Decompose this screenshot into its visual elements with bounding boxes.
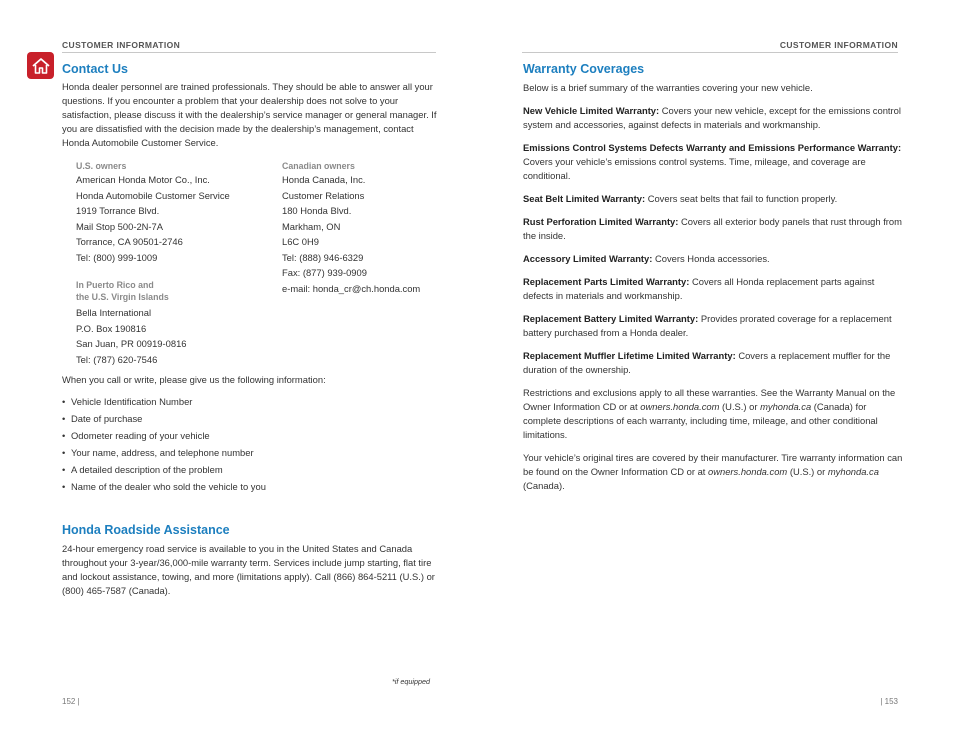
warranty-label: Replacement Muffler Lifetime Limited Warranty: (523, 350, 736, 361)
address-line: 180 Honda Blvd. (282, 205, 352, 216)
right-page (480, 0, 960, 750)
home-icon (31, 57, 51, 75)
warranty-label: New Vehicle Limited Warranty: (523, 105, 660, 116)
phone-number[interactable]: Tel: (787) 620-7546 (76, 353, 158, 365)
paragraph-text: (U.S.) or (719, 401, 761, 412)
section-title: Honda Roadside Assistance (62, 523, 230, 537)
address-line: Honda Canada, Inc. (282, 174, 366, 185)
address-block (62, 160, 442, 370)
paragraph-text: (U.S.) or (787, 466, 828, 477)
warranty-item (523, 349, 903, 377)
warranty-label: Seat Belt Limited Warranty: (523, 193, 646, 204)
header-label: CUSTOMER INFORMATION (62, 40, 181, 50)
warranty-text: Covers all exterior body panels that rust through from the inside. (523, 216, 902, 241)
warranty-text: Covers your new vehicle, except for the emissions control system and accessories, against defects in materials and workmanship. (523, 105, 901, 130)
warranty-item (523, 312, 903, 340)
header-label: CUSTOMER INFORMATION (779, 40, 898, 50)
warranty-item (523, 141, 903, 183)
list-item: • Name of the dealer who sold the vehicle to you (62, 478, 442, 495)
address-line: P.O. Box 190816 (76, 322, 147, 334)
warranty-intro: Below is a brief summary of the warranties covering your new vehicle. (523, 82, 813, 93)
warranty-item (523, 192, 903, 206)
header-divider (62, 52, 436, 53)
address-line: Markham, ON (282, 220, 341, 232)
myhonda-link[interactable]: myhonda.ca (827, 466, 879, 477)
fax-number: Fax: (877) 939-0909 (282, 267, 367, 278)
paragraph-text: Restrictions and exclusions apply to all these warranties. See the Warranty Manual on the Owner Information CD or at (523, 387, 896, 412)
address-line: San Juan, PR 00919-0816 (76, 338, 187, 349)
page-number: 152 | (62, 697, 80, 706)
section-title: Contact Us (62, 62, 128, 76)
warranty-label: Replacement Battery Limited Warranty: (523, 313, 699, 324)
list-item: • Odometer reading of your vehicle (62, 427, 442, 444)
contact-section (62, 60, 442, 495)
warranty-text: Covers all Honda replacement parts against defects in materials and workmanship. (523, 276, 875, 301)
list-item: • Your name, address, and telephone number (62, 444, 442, 461)
address-line: Mail Stop 500-2N-7A (76, 220, 164, 232)
warranty-text: Provides prorated coverage for a replacement battery purchased from a Honda dealer. (523, 313, 892, 338)
phone-number[interactable]: Tel: (888) 946-6329 (282, 251, 364, 263)
owners-honda-link[interactable]: owners.honda.com (708, 466, 788, 477)
section-title: Warranty Coverages (523, 62, 645, 76)
warranty-label: Accessory Limited Warranty: (523, 253, 653, 264)
warranty-item (523, 275, 903, 303)
info-list (62, 393, 442, 495)
footnote: *if equipped (392, 677, 430, 686)
address-line: Honda Automobile Customer Service (76, 189, 230, 201)
myhonda-link[interactable]: myhonda.ca (760, 401, 812, 412)
email-link[interactable]: e-mail: honda_cr@ch.honda.com (282, 282, 421, 294)
us-owners-address (76, 160, 230, 367)
home-button[interactable] (27, 52, 54, 79)
warranty-label: Rust Perforation Limited Warranty: (523, 216, 679, 227)
info-intro: When you call or write, please give us the following information: (62, 374, 326, 385)
list-item: • A detailed description of the problem (62, 461, 442, 478)
address-heading: the U.S. Virgin Islands (76, 292, 169, 302)
warranty-item (523, 104, 903, 132)
warranty-section (523, 60, 903, 493)
warranty-label: Emissions Control Systems Defects Warranty and Emissions Performance Warranty: (523, 142, 902, 153)
paragraph-text: (Canada) for complete descriptions of each warranty, including time, mileage, and other conditional limitations. (523, 401, 878, 440)
list-item: • Date of purchase (62, 410, 442, 427)
roadside-section (62, 521, 442, 598)
puerto-rico-address (76, 279, 230, 367)
roadside-text: 24-hour emergency road service is available to you in the United States and Canada throughout your 3-year/36,000-mile warranty term. Services include jump starting, flat tire and lockout assistance, towing, and more (limitations apply). Call (866) 864-5211 (U.S.) or (800) 465-7587 (Canada). (62, 543, 435, 596)
restrictions-paragraph (523, 386, 903, 442)
address-heading: Canadian owners (282, 161, 355, 171)
header-divider (522, 52, 898, 53)
address-line: Torrance, CA 90501-2746 (76, 236, 183, 247)
paragraph-text: (Canada). (523, 480, 565, 491)
address-line: Bella International (76, 307, 152, 318)
owners-honda-link[interactable]: owners.honda.com (640, 401, 720, 412)
warranty-text: Covers Honda accessories. (655, 253, 770, 264)
warranty-text: Covers a replacement muffler for the duration of the ownership. (523, 350, 891, 375)
paragraph-text: Your vehicle’s original tires are covered by their manufacturer. Tire warranty information can be found on the Owner Information CD or at (523, 452, 903, 477)
warranty-text: Covers seat belts that fail to function properly. (647, 193, 838, 204)
warranty-label: Replacement Parts Limited Warranty: (523, 276, 690, 287)
warranty-text: Covers your vehicle’s emissions control systems. Time, mileage, and coverage are conditional. (523, 156, 866, 181)
phone-number[interactable]: Tel: (800) 999-1009 (76, 251, 158, 263)
list-item: • Vehicle Identification Number (62, 393, 442, 410)
address-line: American Honda Motor Co., Inc. (76, 174, 210, 185)
address-line: L6C 0H9 (282, 236, 320, 247)
tires-paragraph (523, 451, 903, 493)
warranty-item (523, 215, 903, 243)
warranty-item (523, 252, 903, 266)
contact-intro: Honda dealer personnel are trained professionals. They should be able to answer all your questions. If you encounter a problem that your dealership does not solve to your satisfaction, please discuss it with the dealership’s service manager or general manager. If you are dissatisfied with the decision made by the dealership’s management, contact Honda Automobile Customer Service. (62, 81, 437, 148)
canadian-owners-address (282, 160, 420, 296)
page-number: | 153 (880, 697, 898, 706)
address-line: 1919 Torrance Blvd. (76, 205, 160, 216)
address-heading: U.S. owners (76, 161, 127, 171)
address-line: Customer Relations (282, 189, 365, 201)
address-heading: In Puerto Rico and (76, 280, 154, 290)
